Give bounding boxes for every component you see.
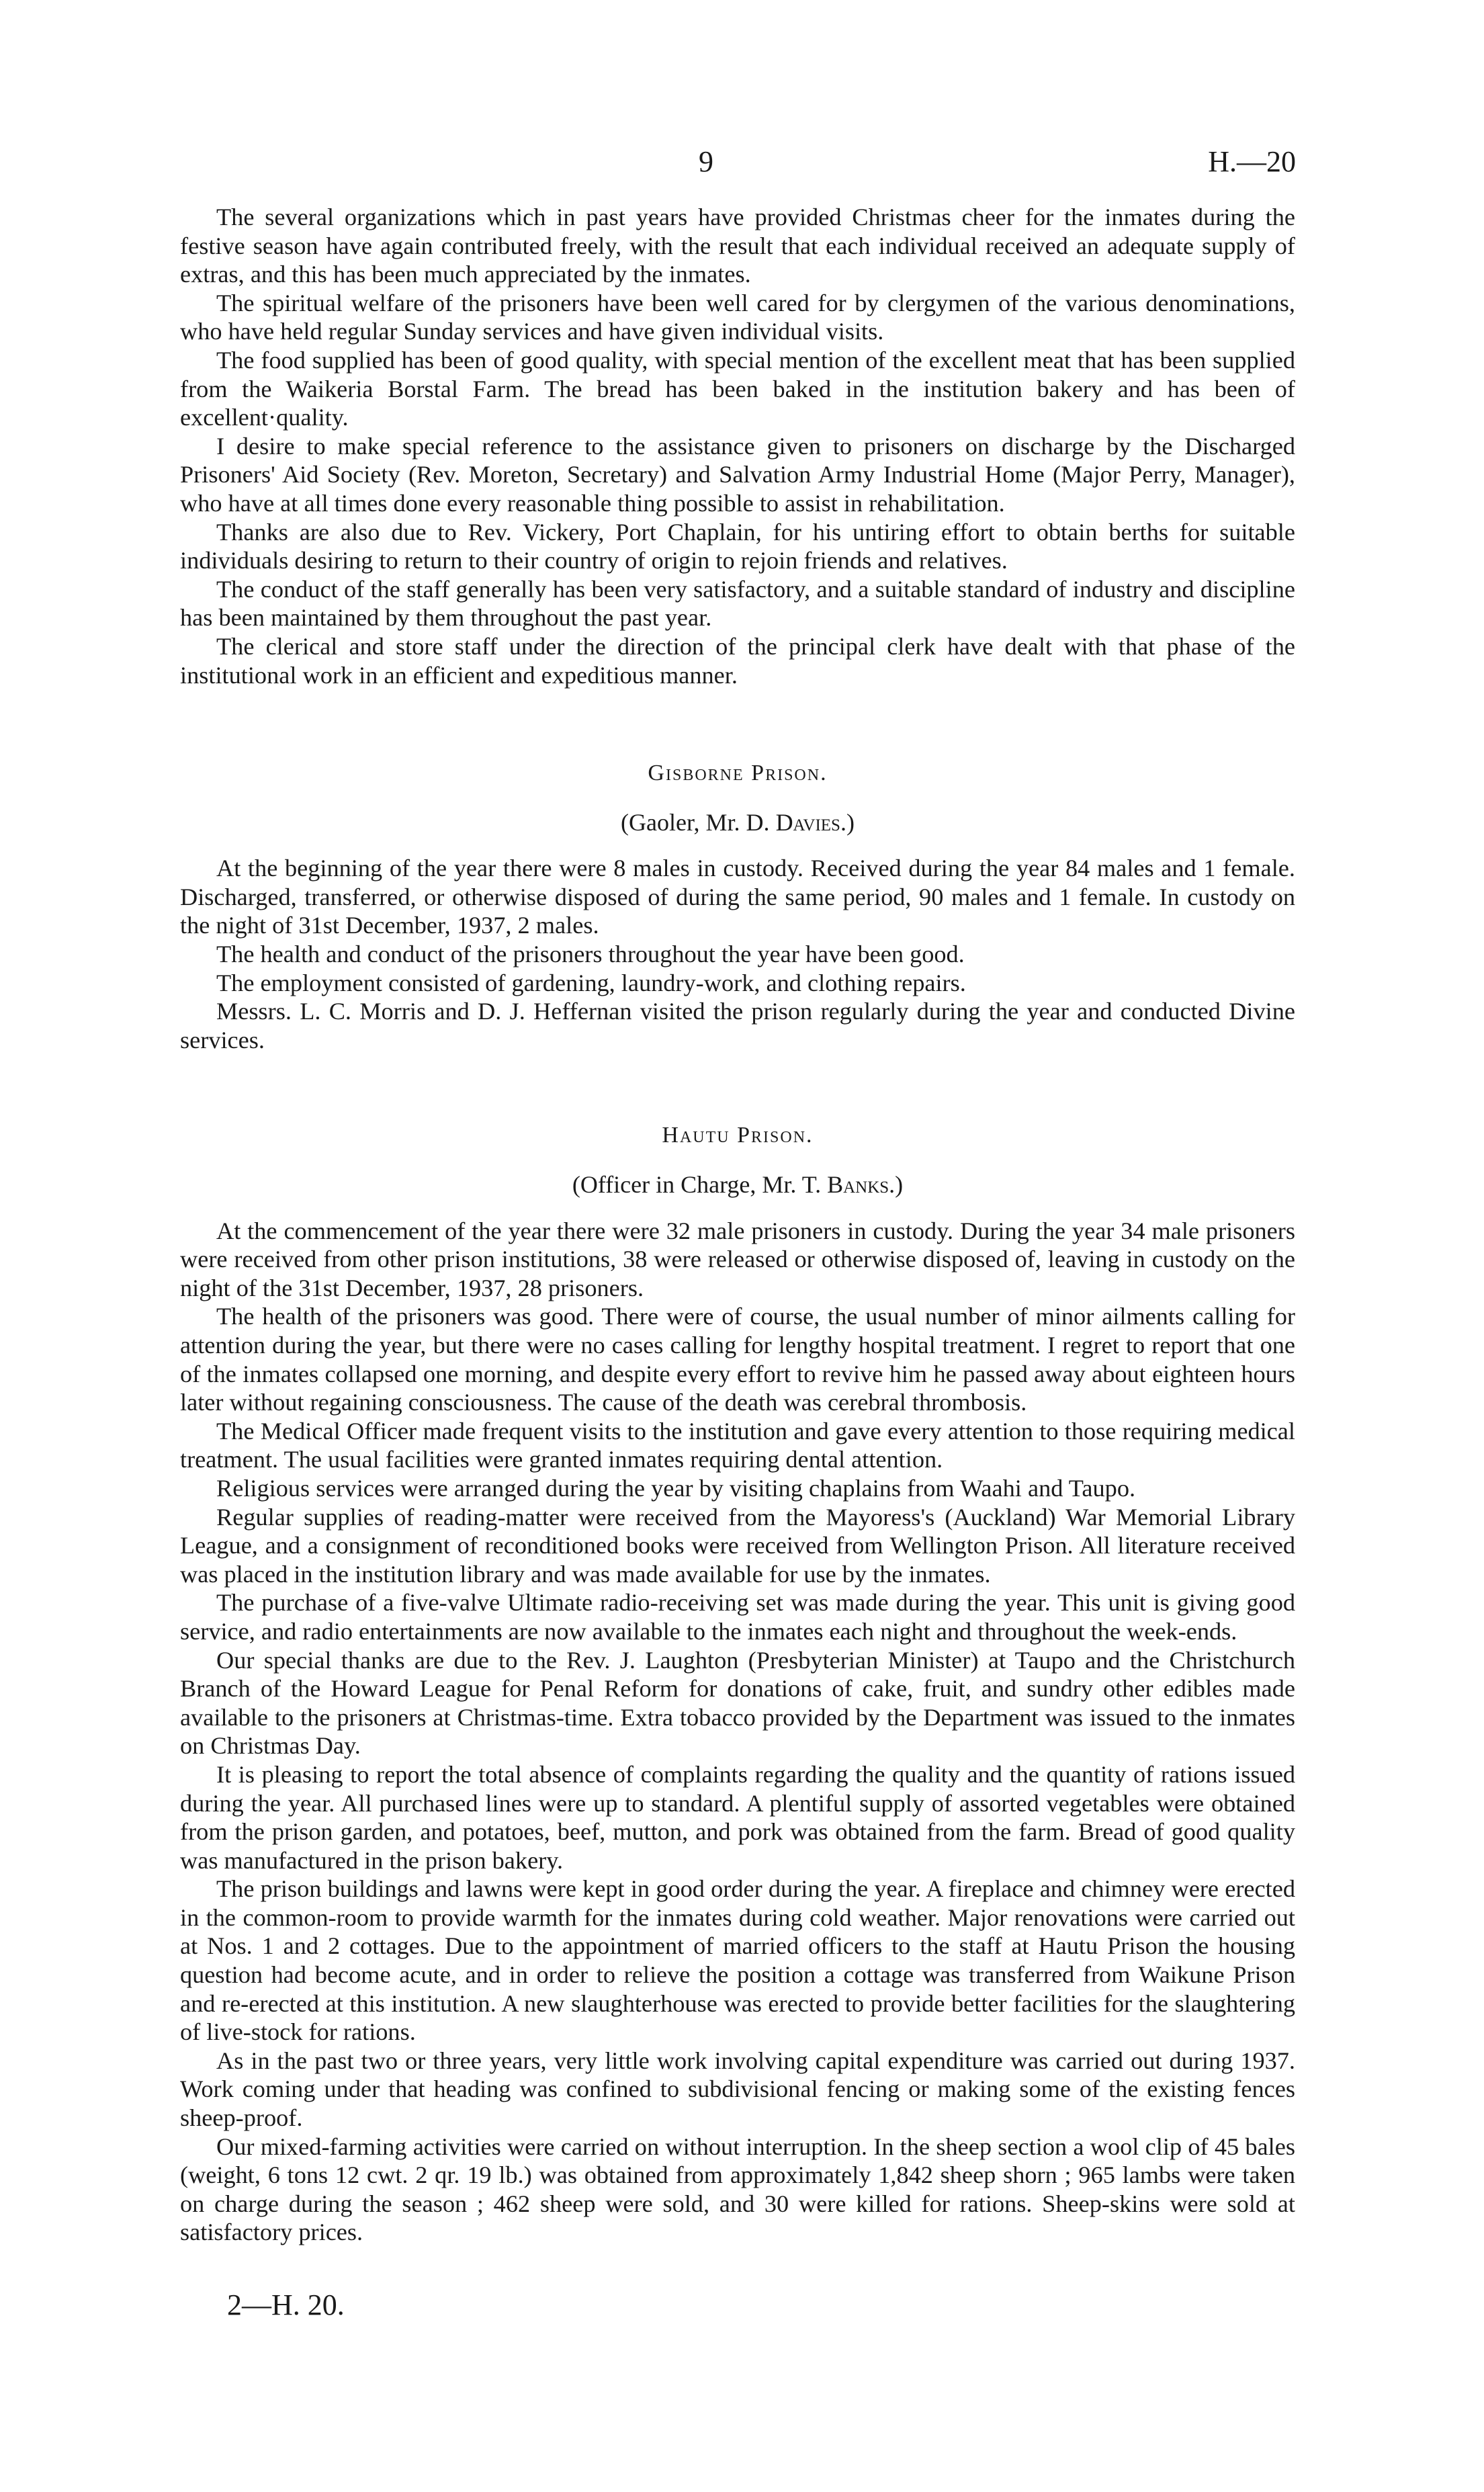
gisborne-paragraph: Messrs. L. C. Morris and D. J. Heffernan visited the prison regularly during the year and conducted Divine services. [180, 998, 1295, 1054]
gisborne-officer-prefix: (Gaoler, Mr. D. [621, 808, 776, 836]
hautu-paragraph: The Medical Officer made frequent visits to the institution and gave every attention to those requiring medical treatment. The usual facilities were granted inmates requiring dental attention. [180, 1417, 1295, 1473]
page-header [0, 144, 1484, 185]
gisborne-paragraph: The employment consisted of gardening, laundry-work, and clothing repairs. [216, 969, 966, 996]
page-number: 9 [699, 145, 713, 178]
gisborne-prison-heading: Gisborne Prison. [648, 761, 828, 786]
intro-paragraph: The conduct of the staff generally has been very satisfactory, and a suitable standard of industry and discipline has been maintained by them throughout the past year. [180, 575, 1295, 632]
document-body [180, 203, 1295, 2247]
hautu-officer-line [180, 1170, 1295, 1199]
hautu-paragraph: Our special thanks are due to the Rev. J. Laughton (Presbyterian Minister) at Taupo and the Christchurch Branch of the Howard League for Penal Reform for donations of cake, fruit, and sundry other edibles made available to the prisoners at Christmas-time. Extra tobacco provided by the Department was issued to the inmates on Christmas Day. [180, 1646, 1295, 1760]
intro-paragraph: The clerical and store staff under the direction of the principal clerk have dealt with that phase of the institutional work in an efficient and expeditious manner. [180, 632, 1295, 689]
hautu-paragraph: Our mixed-farming activities were carried on without interruption. In the sheep section a wool clip of 45 bales (weight, 6 tons 12 cwt. 2 qr. 19 lb.) was obtained from approximately 1,842 sheep shorn ; 965 lambs were taken on charge during the season ; 462 sheep were sold, and 30 were killed for rations. Sheep-skins were sold at satisfactory prices. [180, 2133, 1295, 2246]
hautu-paragraph: It is pleasing to report the total absence of complaints regarding the quality and the quantity of rations issued during the year. All purchased lines were up to standard. A plentiful supply of assorted vegetables were obtained from the prison garden, and potatoes, beef, mutton, and pork was obtained from the farm. Bread of good quality was manufactured in the prison bakery. [180, 1760, 1295, 1874]
hautu-paragraph: As in the past two or three years, very little work involving capital expenditure was carried out during 1937. Work coming under that heading was confined to subdivisional fencing or making some of the existing fences sheep-proof. [180, 2047, 1295, 2132]
intro-paragraph: The spiritual welfare of the prisoners have been well cared for by clergymen of the various denominations, who have held regular Sunday services and have given individual visits. [180, 289, 1295, 345]
hautu-officer-name: Banks [827, 1171, 889, 1199]
document-reference: H.—20 [1208, 145, 1296, 178]
hautu-officer-prefix: (Officer in Charge, Mr. T. [572, 1171, 828, 1199]
footer-signature-ref: 2—H. 20. [227, 2288, 345, 2321]
intro-paragraph: Thanks are also due to Rev. Vickery, Port Chaplain, for his untiring effort to obtain berths for suitable individuals desiring to return to their country of origin to rejoin friends and relatives. [180, 518, 1295, 574]
gisborne-paragraph: The health and conduct of the prisoners throughout the year have been good. [216, 941, 965, 968]
gisborne-paragraph: At the beginning of the year there were 8 males in custody. Received during the year 84 males and 1 female. Discharged, transferred, or otherwise disposed of during the same period, 90 males and 1 female. In custody on the night of 31st December, 1937, 2 males. [180, 855, 1295, 939]
hautu-officer-suffix: .) [889, 1171, 904, 1199]
hautu-paragraph: The health of the prisoners was good. There were of course, the usual number of minor ailments calling for attention during the year, but there were no cases calling for lengthy hospital treatment. I regret to report that one of the inmates collapsed one morning, and despite every effort to revive him he passed away about eighteen hours later without regaining consciousness. The cause of the death was cerebral thrombosis. [180, 1303, 1295, 1416]
hautu-paragraph: Regular supplies of reading-matter were received from the Mayoress's (Auckland) War Memorial Library League, and a consignment of reconditioned books were received from Wellington Prison. All literature received was placed in the institution library and was made available for use by the inmates. [180, 1503, 1295, 1588]
hautu-paragraph: The purchase of a five-valve Ultimate radio-receiving set was made during the year. This unit is giving good service, and radio entertainments are now available to the inmates each night and throughout the week-ends. [180, 1589, 1295, 1645]
hautu-paragraph: The prison buildings and lawns were kept in good order during the year. A fireplace and chimney were erected in the common-room to provide warmth for the inmates during cold weather. Major renovations were carried out at Nos. 1 and 2 cottages. Due to the appointment of married officers to the staff at Hautu Prison the housing question had become acute, and in order to relieve the position a cottage was transferred from Waikune Prison and re-erected at this institution. A new slaughterhouse was erected to provide better facilities for the slaughtering of live-stock for rations. [180, 1875, 1295, 2046]
intro-paragraph: I desire to make special reference to the assistance given to prisoners on discharge by the Discharged Prisoners' Aid Society (Rev. Moreton, Secretary) and Salvation Army Industrial Home (Major Perry, Manager), who have at all times done every reasonable thing possible to assist in rehabilitation. [180, 432, 1295, 517]
gisborne-officer-name: Davies [775, 808, 840, 836]
hautu-paragraph: Religious services were arranged during the year by visiting chaplains from Waahi and Taupo. [216, 1474, 1136, 1502]
hautu-paragraph: At the commencement of the year there were 32 male prisoners in custody. During the year 34 male prisoners were received from other prison institutions, 38 were released or otherwise disposed of, leaving in custody on the night of the 31st December, 1937, 28 prisoners. [180, 1217, 1295, 1301]
intro-paragraph: The several organizations which in past years have provided Christmas cheer for the inmates during the festive season have again contributed freely, with the result that each individual received an adequate supply of extras, and this has been much appreciated by the inmates. [180, 204, 1295, 288]
hautu-prison-heading: Hautu Prison. [662, 1123, 814, 1148]
gisborne-gaoler-line [180, 808, 1295, 837]
gisborne-officer-suffix: .) [840, 808, 855, 836]
intro-paragraph: The food supplied has been of good quality, with special mention of the excellent meat that has been supplied from the Waikeria Borstal Farm. The bread has been baked in the institution bakery and has been of excellent·quality. [180, 346, 1295, 431]
